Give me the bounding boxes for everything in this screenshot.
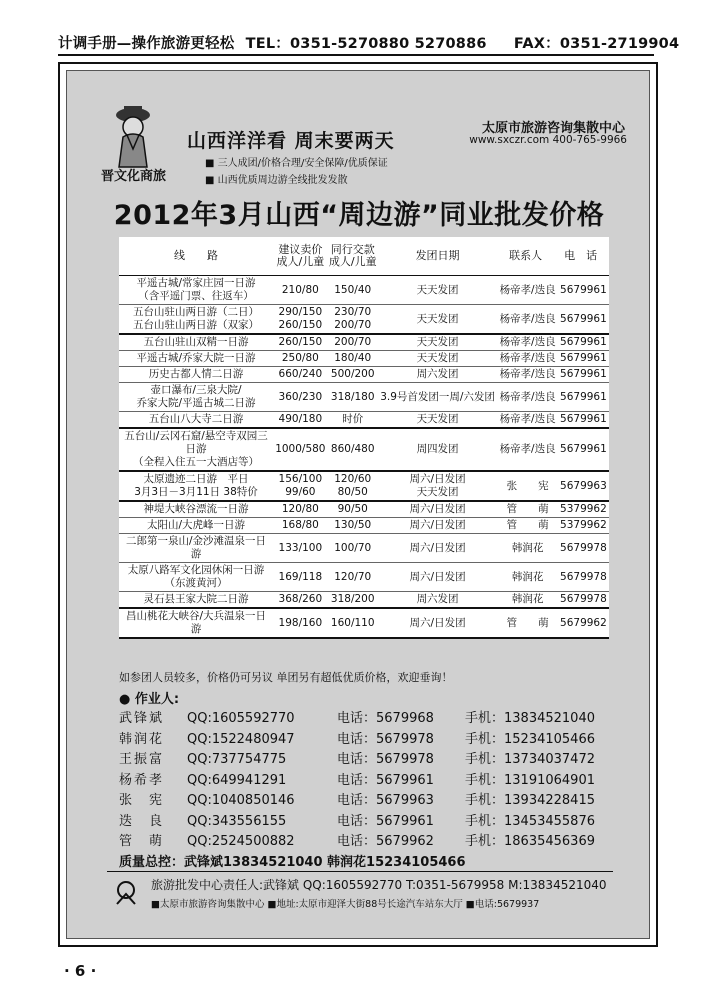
phone-cell: 5679961	[558, 367, 609, 383]
brand-name: 晋文化商旅	[101, 169, 167, 184]
trade-price-cell: 120/70	[328, 563, 378, 592]
phone-cell: 5679978	[558, 534, 609, 563]
staff-qq: QQ:737754775	[187, 752, 287, 767]
retail-price-cell: 210/80	[273, 276, 328, 305]
contact-person-cell: 韩润花	[497, 592, 557, 609]
date-cell: 天天发团	[378, 334, 498, 351]
retail-price-cell: 290/150 260/150	[273, 305, 328, 335]
contact-person-cell: 韩润花	[497, 563, 557, 592]
header-slogan: 计调手册—操作旅游更轻松	[58, 36, 235, 52]
staff-name: 张 宪	[119, 793, 165, 808]
ad-bullet: ■ 三人成团/价格合理/安全保障/优质保证	[205, 155, 388, 172]
staff-qq: QQ:649941291	[187, 772, 287, 788]
date-cell: 周六/日发团	[378, 534, 498, 563]
staff-tel: 电话：5679978	[337, 752, 434, 767]
staff-mobile: 手机：13834521040	[465, 711, 595, 726]
phone-cell: 5679978	[558, 592, 609, 609]
footer	[107, 871, 613, 918]
contact-person-cell: 管 萌	[497, 608, 557, 638]
table-row	[119, 305, 609, 335]
staff-list	[119, 707, 619, 851]
date-cell: 周四发团	[378, 428, 498, 471]
staff-mobile: 手机：13191064901	[465, 772, 595, 788]
retail-price-cell: 168/80	[273, 518, 328, 534]
phone-cell: 5679961	[558, 334, 609, 351]
ad-bullets	[205, 155, 388, 189]
trade-price-cell: 150/40	[328, 276, 378, 305]
trade-price-cell: 130/50	[328, 518, 378, 534]
table-row	[119, 383, 609, 412]
table-row	[119, 592, 609, 609]
staff-row	[119, 769, 619, 790]
staff-mobile: 手机：13453455876	[465, 813, 595, 829]
route-cell: 历史古都人情二日游	[119, 367, 273, 383]
route-cell: 壶口瀑布/三泉大院/ 乔家大院/平遥古城二日游	[119, 383, 273, 412]
staff-name: 韩润花	[119, 731, 165, 747]
retail-price-cell: 368/260	[273, 592, 328, 609]
table-row	[119, 428, 609, 471]
trade-price-cell: 500/200	[328, 367, 378, 383]
date-cell: 天天发团	[378, 412, 498, 429]
staff-row	[119, 728, 619, 749]
retail-price-cell: 156/100 99/60	[273, 471, 328, 501]
phone-cell: 5679978	[558, 563, 609, 592]
date-cell: 周六/日发团	[378, 563, 498, 592]
route-cell: 太原遗迹二日游 平日 3月3日－3月11日 38特价	[119, 471, 273, 501]
trade-price-cell: 230/70 200/70	[328, 305, 378, 335]
staff-tel: 电话：5679963	[337, 793, 434, 808]
trade-price-cell: 318/180	[328, 383, 378, 412]
page-number: · 6 ·	[64, 962, 97, 980]
page-frame	[58, 62, 658, 947]
trade-price-cell: 120/60 80/50	[328, 471, 378, 501]
date-cell: 周六/日发团	[378, 501, 498, 518]
contact-person-cell: 杨帝孝/迭良	[497, 305, 557, 335]
retail-price-cell: 250/80	[273, 351, 328, 367]
contact-person-cell: 杨帝孝/迭良	[497, 351, 557, 367]
date-cell: 周六/日发团	[378, 518, 498, 534]
route-cell: 平遥古城/常家庄园一日游 （含平遥门票、往返车）	[119, 276, 273, 305]
date-cell: 周六/日发团	[378, 608, 498, 638]
staff-row	[119, 707, 619, 728]
staff-row	[119, 748, 619, 769]
retail-price-cell: 1000/580	[273, 428, 328, 471]
table-row	[119, 276, 609, 305]
trade-price-cell: 200/70	[328, 334, 378, 351]
staff-tel: 电话：5679961	[337, 813, 434, 829]
staff-name: 杨希孝	[119, 772, 165, 788]
contact-person-cell: 管 萌	[497, 518, 557, 534]
ad-slogan: 山西洋洋看 周末要两天	[187, 130, 395, 152]
route-cell: 灵石县王家大院二日游	[119, 592, 273, 609]
footer-line2: ■太原市旅游咨询集散中心 ■地址:太原市迎泽大街88号长途汽车站东大厅 ■电话:5679937	[151, 899, 540, 910]
ad-bullet: ■ 山西优质周边游全线批发发散	[205, 172, 388, 189]
phone-cell: 5679961	[558, 351, 609, 367]
staff-tel: 电话：5679968	[337, 711, 434, 726]
price-note: 如参团人员较多，价格仍可另议 单团另有超低优质价格，欢迎垂询！	[119, 671, 453, 684]
staff-mobile: 手机：13934228415	[465, 793, 595, 808]
retail-price-cell: 660/240	[273, 367, 328, 383]
staff-qq: QQ:1040850146	[187, 793, 295, 808]
quality-control: 质量总控：武锋斌13834521040 韩润花15234105466	[119, 855, 466, 870]
phone-cell: 5679961	[558, 412, 609, 429]
phone-cell: 5679961	[558, 276, 609, 305]
staff-tel: 电话：5679962	[337, 834, 434, 849]
contact-person-cell: 杨帝孝/迭良	[497, 383, 557, 412]
table-row	[119, 351, 609, 367]
header-date: 发团日期	[378, 237, 498, 276]
staff-row	[119, 830, 619, 851]
contact-person-cell: 杨帝孝/迭良	[497, 428, 557, 471]
retail-price-cell: 169/118	[273, 563, 328, 592]
date-cell: 周六发团	[378, 592, 498, 609]
staff-mobile: 手机：18635456369	[465, 834, 595, 849]
header-trade: 同行交款 成人/儿童	[328, 237, 378, 276]
table-row	[119, 563, 609, 592]
table-row	[119, 534, 609, 563]
trade-price-cell: 318/200	[328, 592, 378, 609]
center-name: 太原市旅游咨询集散中心	[481, 121, 625, 136]
route-cell: 昌山桃花大峡谷/大兵温泉一日游	[119, 608, 273, 638]
contact-person-cell: 杨帝孝/迭良	[497, 367, 557, 383]
table-row	[119, 501, 609, 518]
date-cell: 天天发团	[378, 305, 498, 335]
phone-cell: 5379962	[558, 518, 609, 534]
table-row	[119, 518, 609, 534]
phone-cell: 5379962	[558, 501, 609, 518]
retail-price-cell: 490/180	[273, 412, 328, 429]
contact-person-cell: 管 萌	[497, 501, 557, 518]
header-tel: TEL：0351-5270880 5270886	[245, 36, 487, 52]
staff-qq: QQ:1522480947	[187, 731, 295, 747]
advert-panel	[66, 70, 650, 939]
phone-cell: 5679961	[558, 305, 609, 335]
center-logo-icon	[111, 878, 141, 908]
contact-person-cell: 杨帝孝/迭良	[497, 412, 557, 429]
table-row	[119, 412, 609, 429]
table-row	[119, 334, 609, 351]
phone-cell: 5679963	[558, 471, 609, 501]
phone-cell: 5679962	[558, 608, 609, 638]
trade-price-cell: 100/70	[328, 534, 378, 563]
table-row	[119, 471, 609, 501]
header-contact: 联系人 电 话	[497, 237, 609, 276]
route-cell: 五台山八大寺二日游	[119, 412, 273, 429]
staff-qq: QQ:1605592770	[187, 711, 295, 726]
date-cell: 天天发团	[378, 276, 498, 305]
date-cell: 周六发团	[378, 367, 498, 383]
retail-price-cell: 260/150	[273, 334, 328, 351]
retail-price-cell: 133/100	[273, 534, 328, 563]
route-cell: 二郎第一泉山/金沙滩温泉一日游	[119, 534, 273, 563]
route-cell: 平遥古城/乔家大院一日游	[119, 351, 273, 367]
staff-name: 迭 良	[119, 813, 165, 829]
staff-name: 管 萌	[119, 834, 165, 849]
trade-price-cell: 180/40	[328, 351, 378, 367]
trade-price-cell: 860/480	[328, 428, 378, 471]
staff-qq: QQ:2524500882	[187, 834, 295, 849]
header-fax: FAX：0351-2719904	[513, 36, 680, 52]
contact-person-cell: 杨帝孝/迭良	[497, 276, 557, 305]
staff-name: 王振富	[119, 752, 165, 767]
trade-price-cell: 90/50	[328, 501, 378, 518]
table-header-row	[119, 237, 609, 276]
route-cell: 五台山驻山双精一日游	[119, 334, 273, 351]
route-cell: 神堤大峡谷漂流一日游	[119, 501, 273, 518]
retail-price-cell: 120/80	[273, 501, 328, 518]
header-retail: 建议卖价 成人/儿童	[273, 237, 328, 276]
retail-price-cell: 360/230	[273, 383, 328, 412]
center-url: www.sxczr.com 400-765-9966	[469, 134, 627, 146]
date-cell: 3.9号首发团一周/六发团	[378, 383, 498, 412]
page-title: 2012年3月山西“周边游”同业批发价格	[113, 200, 605, 231]
trade-price-cell: 时价	[328, 412, 378, 429]
staff-row	[119, 789, 619, 810]
staff-row	[119, 810, 619, 831]
route-cell: 太原八路军文化园休闲一日游 （东渡黄河）	[119, 563, 273, 592]
staff-mobile: 手机：15234105466	[465, 731, 595, 747]
retail-price-cell: 198/160	[273, 608, 328, 638]
staff-tel: 电话：5679978	[337, 731, 434, 747]
route-cell: 太阳山/大虎峰一日游	[119, 518, 273, 534]
staff-tel: 电话：5679961	[337, 772, 434, 788]
phone-cell: 5679961	[558, 428, 609, 471]
staff-mobile: 手机：13734037472	[465, 752, 595, 767]
price-table	[119, 237, 609, 639]
phone-cell: 5679961	[558, 383, 609, 412]
date-cell: 天天发团	[378, 351, 498, 367]
date-cell: 周六/日发团 天天发团	[378, 471, 498, 501]
contact-person-cell: 张 宪	[497, 471, 557, 501]
staff-heading: ● 作业人:	[119, 692, 180, 707]
route-cell: 五台山/云冈石窟/悬空寺双园三日游 （全程入住五一大酒店等）	[119, 428, 273, 471]
contact-person-cell: 杨帝孝/迭良	[497, 334, 557, 351]
route-cell: 五台山驻山两日游（二日） 五台山驻山两日游（双家）	[119, 305, 273, 335]
footer-line1: 旅游批发中心责任人:武锋斌 QQ:1605592770 T:0351-5679958 M:13834521040	[151, 878, 607, 892]
staff-name: 武锋斌	[119, 711, 165, 726]
contact-person-cell: 韩润花	[497, 534, 557, 563]
trade-price-cell: 160/110	[328, 608, 378, 638]
table-row	[119, 367, 609, 383]
header-route: 线 路	[119, 237, 273, 276]
table-row	[119, 608, 609, 638]
page-header	[58, 32, 680, 56]
staff-qq: QQ:343556155	[187, 813, 287, 829]
